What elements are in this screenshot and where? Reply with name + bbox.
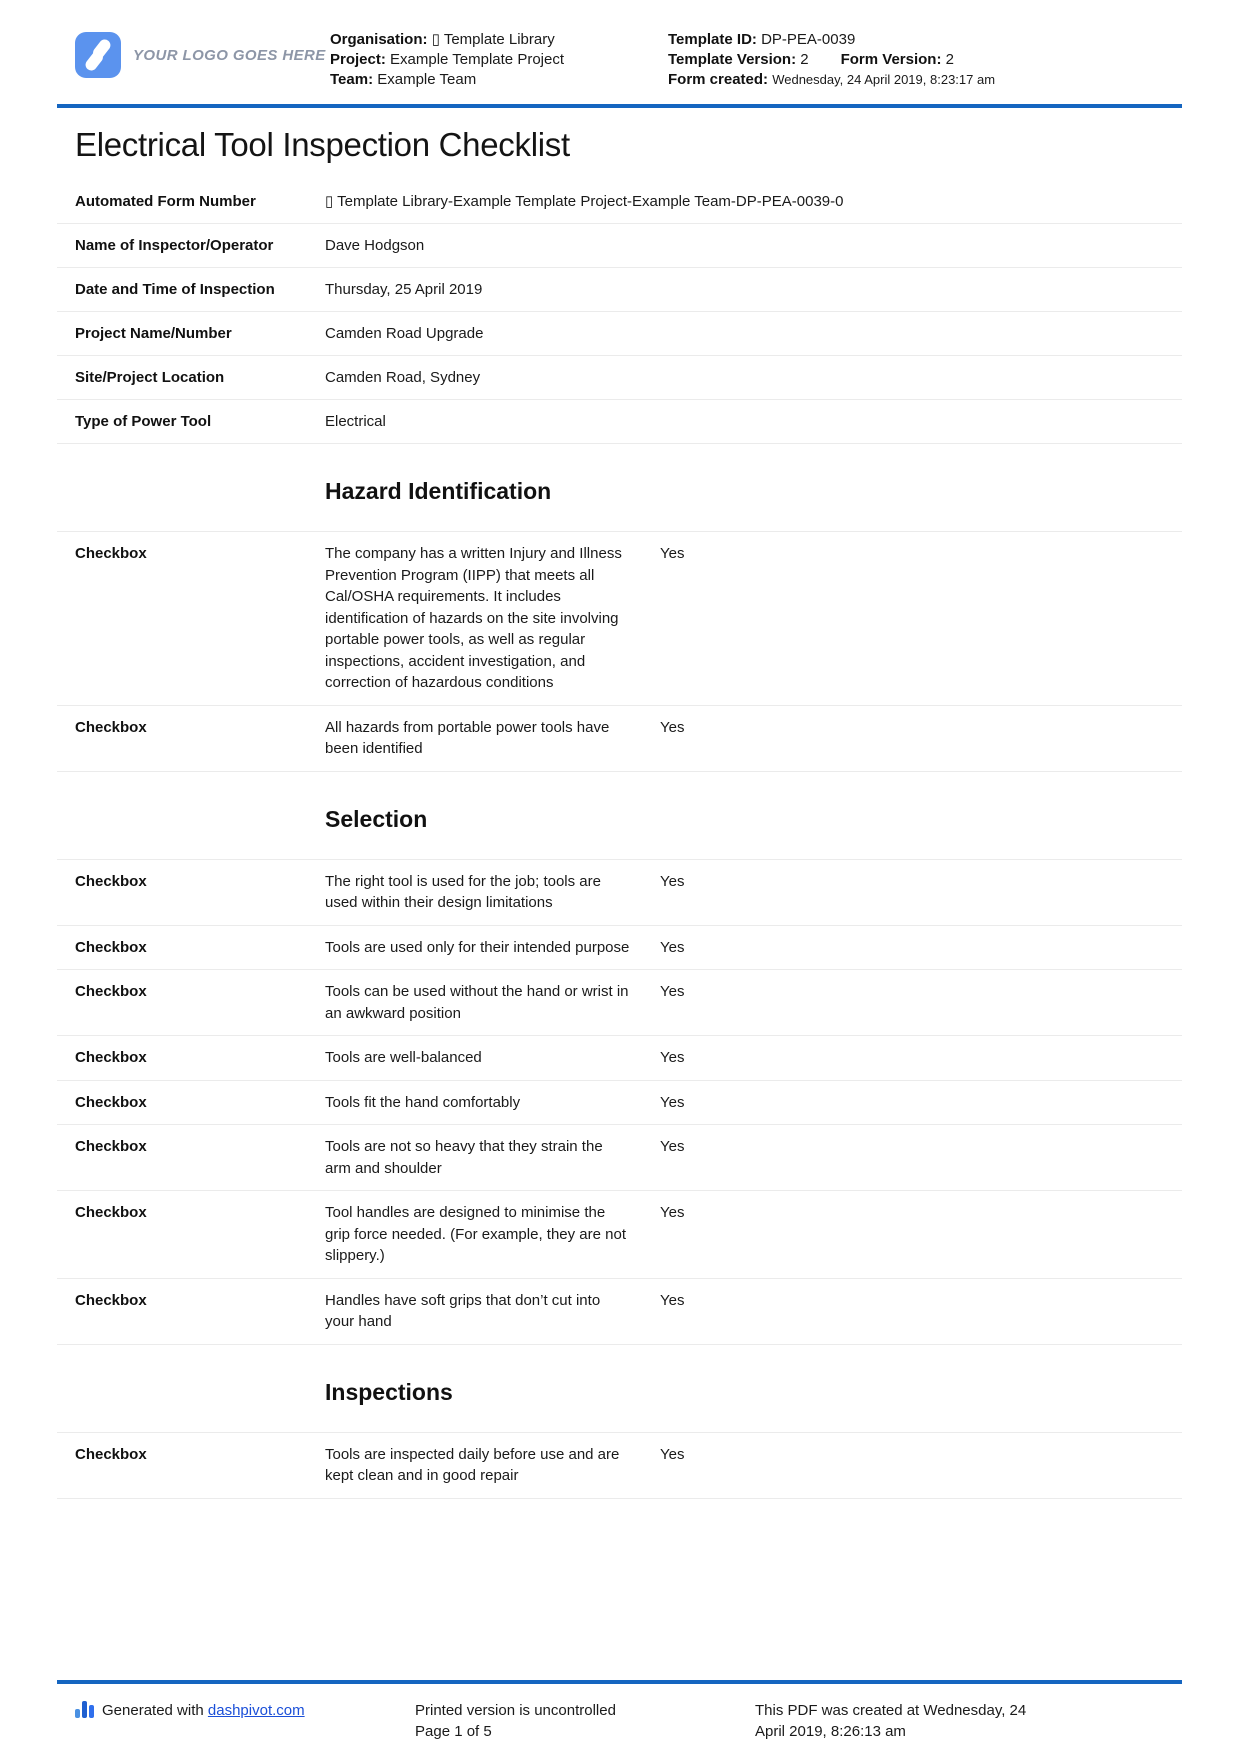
- meta-row-value: ▯ Template Library-Example Template Project-Example Team-DP-PEA-0039-0: [325, 193, 844, 210]
- section-heading-row: [57, 772, 1182, 860]
- meta-row: [57, 268, 1182, 312]
- meta-row-value: Thursday, 25 April 2019: [325, 281, 483, 298]
- form-version-value: 2: [945, 51, 954, 68]
- meta-row: [57, 312, 1182, 356]
- project-label: Project:: [330, 51, 386, 68]
- checkbox-row-label: Checkbox: [75, 938, 147, 956]
- header-template-block: [668, 30, 1013, 90]
- meta-row-label: Automated Form Number: [75, 193, 256, 210]
- checkbox-answer: Yes: [660, 1093, 685, 1111]
- template-id-value: DP-PEA-0039: [761, 31, 856, 48]
- team-label: Team:: [330, 71, 374, 88]
- checkbox-question: Handles have soft grips that don’t cut into your hand: [325, 1291, 601, 1330]
- checkbox-row: [57, 706, 1182, 772]
- checkbox-answer: Yes: [660, 718, 685, 736]
- checkbox-question: Tool handles are designed to minimise the grip force needed. (For example, they are not slippery.): [325, 1204, 626, 1264]
- checkbox-question: Tools are inspected daily before use and are kept clean and in good repair: [325, 1445, 620, 1484]
- form-created-value: Wednesday, 24 April 2019, 8:23:17 am: [772, 72, 996, 87]
- pdf-created-text: This PDF was created at Wednesday, 24 April 2019, 8:26:13 am: [755, 1702, 1027, 1740]
- checkbox-row-label: Checkbox: [75, 545, 147, 562]
- logo-placeholder-text: YOUR LOGO GOES HERE: [133, 46, 326, 64]
- meta-row-value: Electrical: [325, 413, 386, 430]
- project-value: Example Template Project: [390, 51, 565, 68]
- checkbox-row: [57, 532, 1182, 706]
- logo: [75, 30, 330, 78]
- checkbox-row: [57, 1191, 1182, 1279]
- checkbox-answer: Yes: [660, 545, 685, 562]
- meta-row-label: Date and Time of Inspection: [75, 281, 275, 298]
- checkbox-question: Tools are well-balanced: [325, 1049, 482, 1066]
- checkbox-row-label: Checkbox: [75, 1445, 147, 1463]
- checkbox-row-label: Checkbox: [75, 1138, 147, 1155]
- organisation-value: ▯ Template Library: [431, 31, 555, 48]
- template-version-label: Template Version:: [668, 51, 797, 68]
- checkbox-row: [57, 926, 1182, 971]
- footer-printed: [415, 1700, 755, 1742]
- meta-table: [57, 180, 1182, 444]
- section-heading: Inspections: [325, 1378, 453, 1405]
- checkbox-question: Tools can be used without the hand or wrist in an awkward position: [325, 983, 629, 1022]
- versions-line: [668, 50, 1013, 70]
- meta-row-label: Site/Project Location: [75, 369, 225, 386]
- organisation-line: [330, 30, 668, 50]
- checkbox-row: [57, 1081, 1182, 1126]
- checkbox-answer: Yes: [660, 1291, 685, 1309]
- checkbox-row-label: Checkbox: [75, 1291, 147, 1309]
- team-line: [330, 70, 668, 90]
- organisation-label: Organisation:: [330, 31, 428, 48]
- checkbox-row-label: Checkbox: [75, 872, 147, 890]
- checkbox-row: [57, 860, 1182, 926]
- meta-row-value: Camden Road, Sydney: [325, 369, 481, 386]
- template-id-label: Template ID:: [668, 31, 757, 48]
- template-version-value: 2: [800, 51, 809, 68]
- team-value: Example Team: [377, 71, 477, 88]
- meta-row-label: Name of Inspector/Operator: [75, 237, 274, 254]
- checkbox-answer: Yes: [660, 938, 685, 956]
- meta-row-value: Camden Road Upgrade: [325, 325, 484, 342]
- checkbox-question: All hazards from portable power tools have been identified: [325, 718, 610, 757]
- checkbox-row: [57, 1125, 1182, 1191]
- checkbox-row-label: Checkbox: [75, 1093, 147, 1111]
- meta-row: [57, 180, 1182, 224]
- checkbox-row-label: Checkbox: [75, 1049, 147, 1066]
- checkbox-row-label: Checkbox: [75, 983, 147, 1000]
- checkbox-answer: Yes: [660, 1138, 685, 1155]
- form-version-label: Form Version:: [840, 51, 942, 68]
- form-table: [57, 180, 1182, 1499]
- checkbox-answer: Yes: [660, 1204, 685, 1221]
- meta-row: [57, 356, 1182, 400]
- page-title: Electrical Tool Inspection Checklist: [75, 126, 570, 163]
- footer-generated: [75, 1700, 415, 1742]
- header-divider: [57, 104, 1182, 108]
- meta-row-label: Type of Power Tool: [75, 413, 212, 430]
- checkbox-answer: Yes: [660, 983, 685, 1000]
- checkbox-question: The company has a written Injury and Illness Prevention Program (IIPP) that meets all Cal/OSHA requirements. It includes identification of hazards on the site involving portable power tools, as well as regular inspections, accident investigation, and correction of hazardous conditions: [325, 545, 622, 691]
- template-id-line: [668, 30, 1013, 50]
- generated-prefix: Generated with: [102, 1702, 208, 1719]
- printed-version-text: Printed version is uncontrolled: [415, 1702, 616, 1719]
- checkbox-question: Tools are used only for their intended purpose: [325, 938, 630, 956]
- checkbox-question: Tools are not so heavy that they strain the arm and shoulder: [325, 1138, 603, 1177]
- meta-row-label: Project Name/Number: [75, 325, 232, 342]
- checkbox-answer: Yes: [660, 872, 685, 890]
- meta-row-value: Dave Hodgson: [325, 237, 425, 254]
- form-created-line: [668, 70, 1013, 90]
- page-number-text: Page 1 of 5: [415, 1723, 492, 1740]
- generated-with-text: [102, 1700, 305, 1721]
- meta-row: [57, 224, 1182, 268]
- sections: [57, 444, 1182, 1499]
- section-heading: Hazard Identification: [325, 478, 552, 504]
- form-created-label: Form created:: [668, 71, 769, 88]
- checkbox-row: [57, 1036, 1182, 1081]
- section-heading-row: [57, 1345, 1182, 1433]
- header: [0, 0, 1239, 90]
- checkbox-answer: Yes: [660, 1049, 685, 1066]
- footer-columns: [0, 1684, 1239, 1742]
- dashpivot-link[interactable]: dashpivot.com: [207, 1702, 305, 1719]
- footer-created: [755, 1700, 1035, 1742]
- section-heading-row: [57, 444, 1182, 532]
- header-org-block: [330, 30, 668, 90]
- checkbox-row: [57, 970, 1182, 1036]
- checkbox-row-label: Checkbox: [75, 718, 147, 736]
- checkbox-answer: Yes: [660, 1445, 685, 1463]
- checkbox-question: Tools fit the hand comfortably: [325, 1093, 521, 1111]
- bar-chart-icon: [75, 1700, 94, 1718]
- checkbox-question: The right tool is used for the job; tools are used within their design limitations: [325, 872, 601, 911]
- section-heading: Selection: [325, 805, 428, 832]
- checkbox-row-label: Checkbox: [75, 1204, 147, 1221]
- project-line: [330, 50, 668, 70]
- checkbox-row: [57, 1279, 1182, 1345]
- s-pill-logo-icon: [75, 32, 121, 78]
- meta-row: [57, 400, 1182, 444]
- footer: [0, 1680, 1239, 1754]
- checkbox-row: [57, 1433, 1182, 1499]
